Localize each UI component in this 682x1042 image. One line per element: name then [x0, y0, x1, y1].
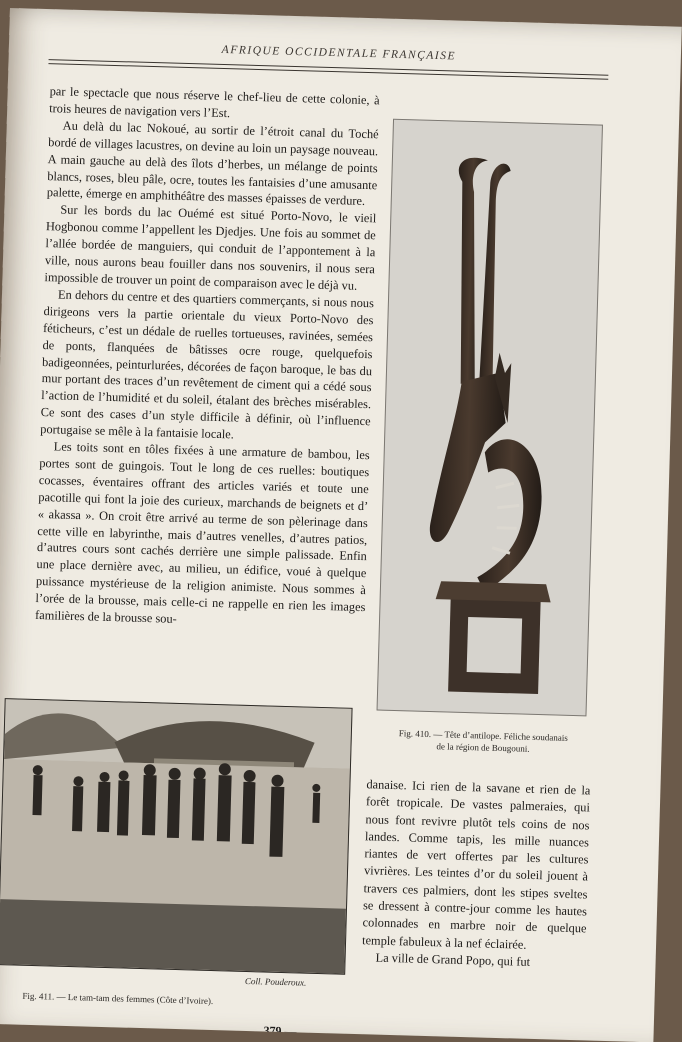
photo-credit: Coll. Pouderoux. — [244, 975, 307, 988]
paragraph: par le spectacle que nous réserve le chef-lieu de cette colonie, à trois heures de navigation vers l’Est. — [49, 84, 380, 121]
antelope-mask-photo — [377, 119, 603, 717]
caption-line: Fig. 410. — Tête d’antilope. Féliche soudanais — [398, 728, 569, 743]
figure-410-caption — [375, 727, 591, 757]
book-page — [0, 8, 682, 1042]
header-rule-top — [49, 59, 609, 76]
right-text-column — [361, 776, 590, 972]
left-text-column — [35, 83, 380, 633]
page-number: 379 — — [263, 1023, 297, 1039]
paragraph: Sur les bords du lac Ouémé est situé Porto-Novo, le vieil Hogbonou comme l’appellent les Djedjes. Une fois au sommet de l’allée bordée de manguiers, qui conduit de l’appontement à la ville, nous aurons beau fouiller dans nos souvenirs, il nous sera impossible de trouver un point de comparaison avec le déjà vu. — [44, 202, 377, 293]
tam-tam-dance-photo — [0, 698, 353, 975]
paragraph: Au delà du lac Nokoué, au sortir de l’étroit canal du Toché bordé de villages lacustres, on devine au loin un paysage nouveau. A main gauche au delà des îlots d’herbes, un mélange de points blancs, roses, bleu pâle, ocre, toutes les fantaisies d’une amusante palette, émerge en amphithéâtre des masses épaisses de verdure. — [46, 118, 379, 209]
dance-scene-figure — [0, 699, 352, 974]
running-header: AFRIQUE OCCIDENTALE FRANÇAISE — [221, 43, 457, 63]
paragraph: danaise. Ici rien de la savane et rien de la forêt tropicale. De vastes palmeraies, qui nous font revivre plutôt tels coins de nos landes. Comme tapis, les mille nuances riantes de vert offertes par les cultures vivrières. Les teintes d’or du soleil jouent à travers ces palmiers, dont les stipes sveltes se dressent à contre-jour comme les hautes colonnades en marbre noir de quelque temple fabuleux à la nef éclairée. — [361, 777, 591, 952]
paragraph: Les toits sont en tôles fixées à une armature de bambou, les portes sont de guingois. Tout le long de ces ruelles: boutiques cocasses, éventaires offrant des articles variés et toute une pacotille qui font la joie des curieux, marchands de beignets et d’ « akassa ». On croit être arrivé au terme de son pèlerinage dans cette ville en labyrinthe, mais d’autres venelles, d’autres patios, d’autres cours sont cachés derrière une simple palissade. Enfin une place dernière avec, au milieu, un édifice, voué à quelque puissance mystérieuse de la religion animiste. Nous sommes à l’orée de la brousse, mais celle-ci ne rappelle en rien les images familières de la brousse sou- — [34, 439, 370, 626]
paragraph: La ville de Grand Popo, qui fut — [375, 950, 531, 969]
caption-line: de la région de Bougouni. — [436, 741, 530, 754]
paragraph: En dehors du centre et des quartiers commerçants, si nous nous dirigeons vers la partie orientale du vieux Porto-Novo des féticheurs, c’est un dédale de ruelles tortueuses, ravinées, semées de ponts, flanquées de bâtisses ocre rouge, quelquefois badigeonnées, peinturlurées, décorées de façon baroque, le bas du mur portant des traces d’un revêtement de ciment qui a cédé sous l’action de l’humidité et du soleil, étalant des brèches misérables. Ce sont des cases d’un style difficile à définir, où l’influence portugaise se mêle à la fantaisie locale. — [40, 287, 375, 442]
figure-411-caption: Fig. 411. — Le tam-tam des femmes (Côte d’Ivoire). — [22, 990, 214, 1007]
antelope-mask-figure — [378, 120, 602, 716]
